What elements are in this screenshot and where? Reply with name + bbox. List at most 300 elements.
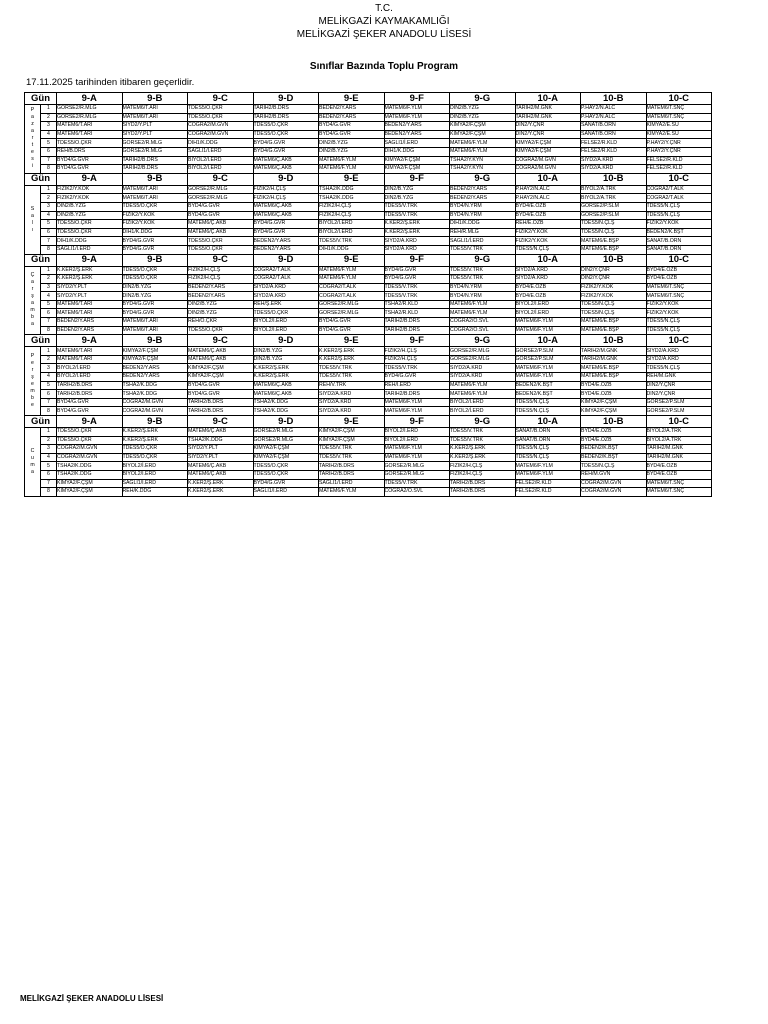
lesson-row [25,194,712,203]
lesson-cell: BYD4/G.GVR [253,479,319,488]
class-header: 9-G [450,416,516,428]
lesson-cell: SIYD2/A.KRD [646,355,712,364]
period-number: 2 [41,355,57,364]
period-number: 6 [41,309,57,318]
period-number: 6 [41,470,57,479]
lesson-cell: COGRA2/T.ALK [319,292,385,301]
lesson-cell: TDES5/V.TRK [384,202,450,211]
period-number: 7 [41,237,57,246]
lesson-cell: MATEM6/Ç.AKB [188,347,254,356]
day-name: C u m a [25,428,41,497]
lesson-cell: GORSE2/P.SLM [581,211,647,220]
lesson-cell: TDES5/V.TRK [319,453,385,462]
class-header: 10-B [581,93,647,105]
lesson-cell: BYD4/G.GVR [253,220,319,229]
lesson-cell: BYD4/E.OZB [646,462,712,471]
lesson-cell: FIZIK2/Y.KOK [57,194,123,203]
lesson-cell: MATEM6/F.YLM [384,445,450,454]
lesson-cell: BYD4/G.GVR [253,147,319,156]
lesson-cell: MATEM6/Ç.AKB [253,390,319,399]
lesson-cell: MATEM6/F.YLM [450,300,516,309]
period-number: 5 [41,462,57,471]
lesson-cell: FIZIK2/H.ÇLŞ [253,194,319,203]
lesson-cell: SAGLI1/İ.ERD [57,245,123,254]
lesson-cell: TARIH2/B.DRS [253,105,319,114]
lesson-row [25,156,712,165]
class-header: 9-A [57,335,123,347]
lesson-cell: COGRA2/T.ALK [319,283,385,292]
lesson-cell: TDES5/V.TRK [384,479,450,488]
lesson-cell: DIH1/K.DDG [57,237,123,246]
period-number: 4 [41,373,57,382]
class-header: 10-B [581,416,647,428]
lesson-cell: BEDEN2/Y.ARS [384,130,450,139]
class-header: 10-A [515,254,581,266]
lesson-cell: DIN2/Y.ÇNR [646,390,712,399]
lesson-cell: BIYOL2/A.TRK [646,428,712,437]
lesson-cell: BYD4/E.OZB [515,283,581,292]
lesson-cell: TDES5/O.ÇKR [122,445,188,454]
lesson-cell: BIYOL2/İ.ERD [188,156,254,165]
lesson-cell: BEDEN2/K.BŞT [515,381,581,390]
lesson-cell: TARIH2/M.GNK [515,113,581,122]
lesson-cell: COGRA2/M.GVN [515,165,581,174]
header-school: MELİKGAZİ ŞEKER ANADOLU LİSESİ [296,29,472,40]
lesson-cell: SIYD2/Y.PLT [122,130,188,139]
lesson-cell: TDES5/N.ÇLŞ [515,407,581,416]
lesson-row [25,326,712,335]
lesson-cell: MATEM6/Ç.AKB [253,381,319,390]
class-header: 9-B [122,416,188,428]
lesson-cell: GORSE2/P.SLM [581,202,647,211]
lesson-cell: MATEM6/Ç.AKB [188,470,254,479]
lesson-cell: TDES5/O.ÇKR [57,139,123,148]
lesson-row [25,147,712,156]
class-header: 9-E [319,93,385,105]
lesson-cell: BEDEN2/Y.ARS [253,245,319,254]
lesson-row [25,113,712,122]
period-number: 7 [41,156,57,165]
lesson-cell: BYD4/G.GVR [384,275,450,284]
lesson-cell: TDES5/V.TRK [319,364,385,373]
class-header: 9-D [253,254,319,266]
lesson-cell: GORSE2/R.MLG [450,347,516,356]
lesson-cell: BIYOL2/İ.ERD [253,318,319,327]
lesson-row [25,309,712,318]
lesson-cell: MATEM6/T.SNÇ [646,113,712,122]
lesson-cell: SIYD2/Y.PLT [122,122,188,131]
lesson-cell: BYD4/N.YRM [450,283,516,292]
period-number: 8 [41,407,57,416]
lesson-cell: GORSE2/P.SLM [646,407,712,416]
lesson-cell: FIZIK2/H.ÇLŞ [319,202,385,211]
lesson-cell: MATEM6/F.YLM [319,275,385,284]
lesson-cell: K.KER2/Ş.ERK [253,364,319,373]
lesson-cell: BEDEN2/Y.ARS [122,364,188,373]
lesson-cell: K.KER2/Ş.ERK [253,373,319,382]
lesson-cell: BYD4/E.OZB [581,390,647,399]
lesson-row [25,266,712,275]
gun-header: Gün [25,93,57,105]
lesson-cell: BYD4/G.GVR [188,390,254,399]
lesson-cell: BYD4/E.OZB [515,292,581,301]
lesson-cell: BYD4/E.OZB [581,381,647,390]
lesson-cell: MATEM6/Ç.AKB [253,202,319,211]
lesson-cell: TDES5/O.ÇKR [253,470,319,479]
lesson-cell: BYD4/G.GVR [57,398,123,407]
lesson-cell: DIN2/B.YZG [319,139,385,148]
period-number: 3 [41,202,57,211]
lesson-cell: K.KER2/Ş.ERK [122,428,188,437]
period-number: 8 [41,165,57,174]
lesson-row [25,105,712,114]
lesson-cell: MATEM6/T.SNÇ [646,105,712,114]
lesson-cell: TDES5/O.ÇKR [188,237,254,246]
class-header: 10-A [515,173,581,185]
lesson-cell: FIZIK2/H.ÇLŞ [450,470,516,479]
period-number: 6 [41,228,57,237]
lesson-cell: BIYOL2/İ.ERD [515,300,581,309]
lesson-cell: TARIH2/B.DRS [384,390,450,399]
lesson-cell: TDES5/O.ÇKR [122,275,188,284]
lesson-cell: BIYOL2/İ.ERD [253,326,319,335]
day-name: Ç a r ş a m b a [25,266,41,335]
lesson-cell: REH/V.TRK [319,381,385,390]
lesson-cell: MATEM6/E.BŞP [581,364,647,373]
lesson-cell: DIN2/B.YZG [253,355,319,364]
lesson-cell: SANAT/B.ORN [581,122,647,131]
lesson-cell: SIYD2/A.KRD [450,364,516,373]
lesson-cell: TSHA2/Y.KYN [450,156,516,165]
day-name: P a z a r t e s i [25,105,41,174]
lesson-row [25,462,712,471]
lesson-cell: BYD4/G.GVR [319,318,385,327]
lesson-cell: BEDEN2/K.BŞT [515,390,581,399]
lesson-cell: KIMYA2/E.SU [646,122,712,131]
lesson-cell: TARIH2/B.DRS [57,390,123,399]
lesson-row [25,275,712,284]
lesson-cell: BEDEN2/Y.ARS [319,105,385,114]
lesson-cell: MATEM6/E.BŞP [581,237,647,246]
lesson-cell: FIZIK2/H.ÇLŞ [450,462,516,471]
lesson-cell: TDES5/O.ÇKR [253,130,319,139]
class-header: 9-D [253,335,319,347]
lesson-row [25,364,712,373]
lesson-cell: SAGLI1/İ.ERD [188,147,254,156]
class-header: 10-C [646,416,712,428]
period-number: 1 [41,266,57,275]
lesson-cell: KIMYA2/F.ÇŞM [188,373,254,382]
lesson-cell: SAGLI1/İ.ERD [384,139,450,148]
lesson-cell: BYD4/G.GVR [122,237,188,246]
lesson-cell: BIYOL2/İ.ERD [57,364,123,373]
lesson-cell: MATEM6/T.ARI [122,326,188,335]
lesson-cell: MATEM6/F.YLM [384,453,450,462]
lesson-cell: FIZIK2/H.ÇLŞ [319,211,385,220]
lesson-row [25,398,712,407]
class-header: 9-D [253,173,319,185]
period-number: 7 [41,398,57,407]
lesson-cell: K.KER2/Ş.ERK [384,220,450,229]
lesson-cell: COGRA2/T.ALK [253,275,319,284]
lesson-cell: DIH1/K.DDG [319,245,385,254]
class-header: 9-C [188,335,254,347]
lesson-cell: KIMYA2/F.ÇŞM [253,445,319,454]
lesson-cell: TSHA2/R.KLD [384,300,450,309]
lesson-cell: TSHA2/K.DDG [122,381,188,390]
day-name: P e r ş e m b e [25,347,41,416]
lesson-cell: TDES5/O.ÇKR [253,122,319,131]
class-header: 10-C [646,254,712,266]
class-header: 9-C [188,254,254,266]
lesson-cell: TARIH2/B.DRS [188,398,254,407]
lesson-cell: TDES5/V.TRK [450,436,516,445]
lesson-cell: GORSE2/R.MLG [57,113,123,122]
lesson-cell: BYD4/G.GVR [122,245,188,254]
class-header: 9-B [122,335,188,347]
day-header-row [25,335,712,347]
lesson-cell: MATEM6/E.BŞP [581,318,647,327]
lesson-cell: MATEM6/F.YLM [450,139,516,148]
lesson-cell: SIYD2/A.KRD [253,283,319,292]
lesson-cell: BEDEN2/Y.ARS [57,318,123,327]
lesson-cell: MATEM6/Ç.AKB [188,462,254,471]
lesson-cell: KIMYA2/F.ÇŞM [57,479,123,488]
lesson-cell: TDES5/O.ÇKR [188,245,254,254]
lesson-cell: DIN2/B.YZG [384,185,450,194]
lesson-cell: SIYD2/A.KRD [384,237,450,246]
period-number: 6 [41,390,57,399]
lesson-cell: MATEM6/T.ARI [57,300,123,309]
lesson-cell: MATEM6/Ç.AKB [188,355,254,364]
lesson-cell: BYD4/G.GVR [57,165,123,174]
lesson-cell: DIN2/B.YZG [57,211,123,220]
lesson-cell: COGRA2/M.GVN [188,122,254,131]
lesson-cell: BIYOL2/İ.ERD [319,228,385,237]
class-header: 9-F [384,93,450,105]
lesson-cell: MATEM6/E.BŞP [581,373,647,382]
lesson-row [25,381,712,390]
lesson-cell: BYD4/G.GVR [57,156,123,165]
lesson-cell: FIZIK2/Y.KOK [515,237,581,246]
gun-header: Gün [25,335,57,347]
lesson-cell: DIN2/B.YZG [122,292,188,301]
lesson-cell: KIMYA2/E.SU [646,130,712,139]
lesson-cell: SIYD2/A.KRD [319,398,385,407]
lesson-cell: GORSE2/R.MLG [122,147,188,156]
lesson-row [25,407,712,416]
lesson-cell: MATEM6/F.YLM [384,398,450,407]
lesson-row [25,237,712,246]
lesson-cell: DIN2/Y.ÇNR [646,381,712,390]
lesson-cell: TSHA2/Y.KYN [450,165,516,174]
lesson-cell: TSHA2/K.DDG [188,436,254,445]
lesson-cell: TDES5/N.ÇLŞ [646,326,712,335]
lesson-cell: TDES5/V.TRK [450,245,516,254]
period-number: 3 [41,283,57,292]
lesson-cell: SAGLI1/İ.ERD [319,479,385,488]
lesson-cell: KIMYA2/F.ÇŞM [515,147,581,156]
class-header: 9-B [122,93,188,105]
gun-header: Gün [25,173,57,185]
lesson-cell: TARIH2/B.DRS [122,156,188,165]
class-header: 9-F [384,254,450,266]
lesson-cell: TARIH2/M.GNK [515,105,581,114]
gun-header: Gün [25,416,57,428]
period-number: 1 [41,347,57,356]
lesson-cell: COGRA2/M.GVN [515,156,581,165]
gun-header: Gün [25,254,57,266]
lesson-cell: P.HAY2/Y.ÇNR [646,147,712,156]
lesson-cell: KIMYA2/F.ÇŞM [450,130,516,139]
lesson-cell: BIYOL2/İ.ERD [122,470,188,479]
lesson-cell: TSHA2/K.DDG [253,398,319,407]
lesson-cell: TDES5/V.TRK [319,373,385,382]
lesson-cell: MATEM6/E.BŞP [581,326,647,335]
lesson-cell: REH/Ş.ERK [253,300,319,309]
class-header: 9-E [319,173,385,185]
class-header: 9-A [57,173,123,185]
class-header: 9-G [450,335,516,347]
lesson-row [25,488,712,497]
lesson-cell: MATEM6/Ç.AKB [188,220,254,229]
lesson-cell: SIYD2/A.KRD [319,407,385,416]
lesson-cell: FELSE2/R.KLD [646,165,712,174]
lesson-cell: TSHA2/K.DDG [253,407,319,416]
lesson-cell: MATEM6/F.YLM [384,105,450,114]
lesson-cell: COGRA2/M.GVN [122,398,188,407]
lesson-cell: FIZIK2/Y.KOK [581,283,647,292]
lesson-cell: MATEM6/F.YLM [450,390,516,399]
period-number: 5 [41,139,57,148]
lesson-cell: TDES5/N.ÇLŞ [581,228,647,237]
lesson-cell: MATEM6/T.SNÇ [646,292,712,301]
lesson-cell: TARIH2/B.DRS [57,381,123,390]
lesson-cell: DIN2/B.YZG [57,202,123,211]
lesson-cell: BIYOL2/İ.ERD [57,373,123,382]
lesson-cell: BYD4/G.GVR [188,211,254,220]
lesson-cell: BEDEN2/Y.ARS [57,326,123,335]
lesson-cell: GORSE2/R.MLG [122,139,188,148]
lesson-cell: BYD4/N.YRM [450,202,516,211]
lesson-row [25,390,712,399]
lesson-cell: P.HAY2/N.ALC [581,113,647,122]
lesson-cell: SIYD2/A.KRD [384,245,450,254]
lesson-cell: DIN2/Y.ÇNR [581,275,647,284]
period-number: 8 [41,488,57,497]
lesson-cell: TDES5/O.ÇKR [122,266,188,275]
lesson-cell: TDES5/V.TRK [319,237,385,246]
day-name: S a l ı [25,185,41,254]
lesson-cell: BIYOL2/A.TRK [581,194,647,203]
header-tc: T.C. [375,3,393,14]
lesson-cell: BEDEN2/Y.ARS [450,185,516,194]
lesson-cell: MATEM6/F.YLM [515,462,581,471]
lesson-cell: DIH1/K.DDG [122,228,188,237]
lesson-cell: FIZIK2/H.ÇLŞ [253,185,319,194]
class-header: 10-C [646,173,712,185]
lesson-cell: SAGLI1/İ.ERD [450,237,516,246]
lesson-cell: TSHA2/K.DDG [57,462,123,471]
lesson-cell: MATEM6/Ç.AKB [253,165,319,174]
period-number: 4 [41,211,57,220]
lesson-cell: TDES5/V.TRK [384,211,450,220]
lesson-cell: FIZIK2/Y.KOK [646,220,712,229]
lesson-cell: TARIH2/M.GNK [581,355,647,364]
period-number: 4 [41,453,57,462]
lesson-row [25,211,712,220]
lesson-cell: TDES5/O.ÇKR [122,202,188,211]
lesson-cell: COGRA2/M.GVN [581,479,647,488]
lesson-cell: BYD4/G.GVR [319,326,385,335]
lesson-cell: TARIH2/B.DRS [188,407,254,416]
lesson-cell: FIZIK2/Y.KOK [515,228,581,237]
lesson-cell: SANAT/B.ORN [646,245,712,254]
lesson-cell: TDES5/O.ÇKR [188,113,254,122]
lesson-cell: TDES5/N.ÇLŞ [515,445,581,454]
class-header: 9-A [57,254,123,266]
lesson-row [25,347,712,356]
lesson-cell: MATEM6/T.SNÇ [646,283,712,292]
lesson-cell: KIMYA2/F.ÇŞM [122,347,188,356]
lesson-cell: KIMYA2/F.ÇŞM [122,355,188,364]
period-number: 7 [41,479,57,488]
period-number: 1 [41,185,57,194]
lesson-cell: TSHA2/K.DDG [57,470,123,479]
lesson-cell: MATEM6/F.YLM [319,156,385,165]
lesson-cell: MATEM6/T.ARI [57,130,123,139]
lesson-cell: SANAT/B.ORN [646,237,712,246]
lesson-cell: MATEM6/T.ARI [57,309,123,318]
lesson-cell: FIZIK2/H.ÇLŞ [384,347,450,356]
lesson-row [25,355,712,364]
header-kaymakamlik: MELİKGAZİ KAYMAKAMLIĞI [318,16,450,27]
lesson-cell: SAGLI1/İ.ERD [122,479,188,488]
lesson-cell: FIZIK2/Y.KOK [122,211,188,220]
lesson-cell: FELSE2/R.KLD [581,139,647,148]
validity-note: 17.11.2025 tarihinden itibaren geçerlidir. [26,77,195,88]
lesson-cell: GORSE2/R.MLG [57,105,123,114]
lesson-cell: TDES5/O.ÇKR [188,326,254,335]
lesson-cell: BYD4/G.GVR [319,122,385,131]
lesson-cell: KIMYA2/F.ÇŞM [188,364,254,373]
lesson-cell: BYD4/E.OZB [515,202,581,211]
lesson-cell: TDES5/V.TRK [319,445,385,454]
lesson-cell: TDES5/O.ÇKR [57,220,123,229]
lesson-cell: MATEM6/F.YLM [515,318,581,327]
lesson-row [25,130,712,139]
lesson-cell: K.KER2/Ş.ERK [319,347,385,356]
lesson-cell: KIMYA2/F.ÇŞM [581,398,647,407]
lesson-cell: SANAT/B.ORN [581,130,647,139]
lesson-cell: MATEM6/T.ARI [122,194,188,203]
lesson-cell: MATEM6/F.YLM [319,266,385,275]
lesson-cell: MATEM6/T.ARI [122,105,188,114]
lesson-cell: BEDEN2/Y.ARS [122,373,188,382]
lesson-row [25,139,712,148]
lesson-cell: MATEM6/T.ARI [122,113,188,122]
class-header: 10-B [581,335,647,347]
lesson-cell: FIZIK2/Y.KOK [646,300,712,309]
lesson-cell: K.KER2/Ş.ERK [319,355,385,364]
lesson-cell: SIYD2/Y.PLT [57,283,123,292]
lesson-cell: MATEM6/F.YLM [450,147,516,156]
lesson-cell: GORSE2/P.SLM [515,347,581,356]
lesson-cell: BIYOL2/A.TRK [646,436,712,445]
class-header: 9-F [384,335,450,347]
lesson-cell: TDES5/V.TRK [384,364,450,373]
lesson-cell: GORSE2/P.SLM [646,398,712,407]
